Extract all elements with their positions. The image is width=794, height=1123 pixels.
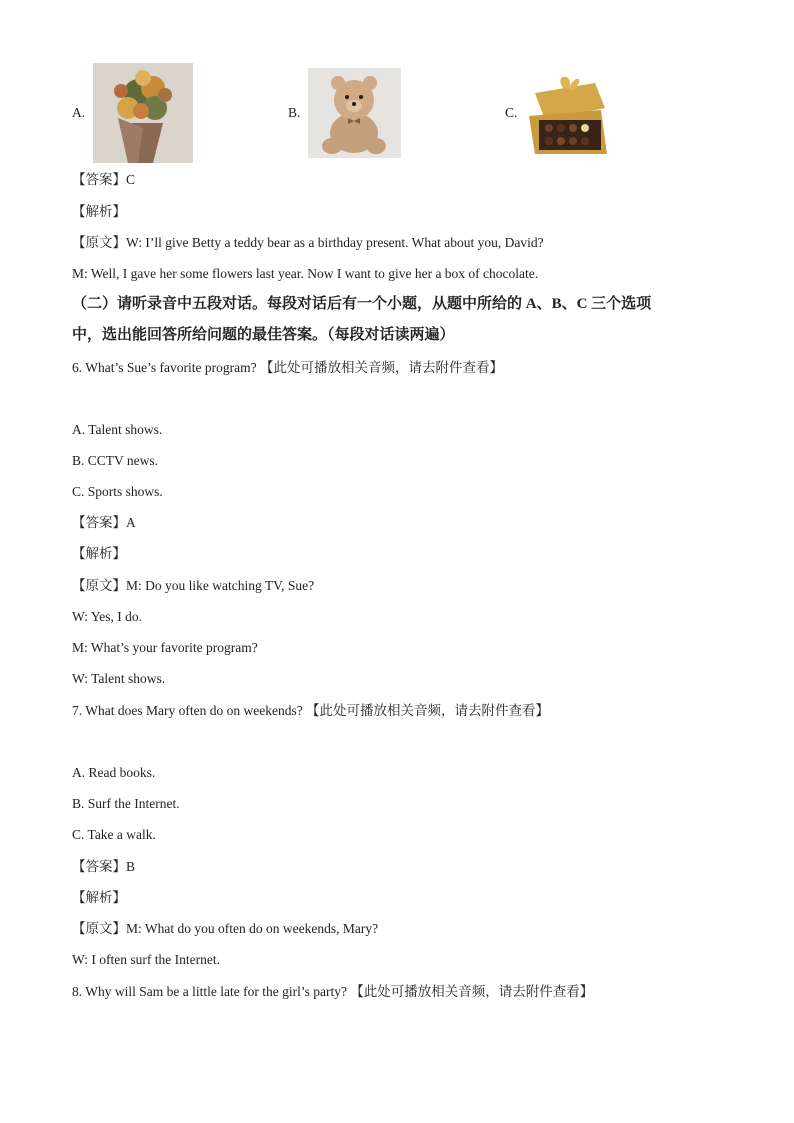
flower-bouquet-image — [93, 63, 193, 163]
q7-option-b: B. Surf the Internet. — [72, 796, 180, 811]
q6-transcript-line-4: W: Talent shows. — [72, 671, 166, 686]
option-b-label: B. — [288, 105, 301, 120]
section-instruction-line-2: 中，选出能回答所给问题的最佳答案。（每段对话读两遍） — [72, 327, 455, 343]
q6-option-b: B. CCTV news. — [72, 453, 159, 468]
q5-answer: 【答案】C — [72, 172, 136, 187]
q8-question: 8. Why will Sam be a little late for the girl’s party? 【此处可播放相关音频，请去附件查看】 — [72, 984, 594, 999]
q6-transcript-line-1: 【原文】M: Do you like watching TV, Sue? — [72, 578, 315, 593]
q6-question: 6. What’s Sue’s favorite program? 【此处可播放相关音频，请去附件查看】 — [72, 360, 503, 375]
q7-option-a: A. Read books. — [72, 765, 156, 780]
q7-option-c: C. Take a walk. — [72, 827, 156, 842]
chocolate-box-image — [525, 68, 611, 156]
q7-transcript-line-1: 【原文】M: What do you often do on weekends, Mary? — [72, 921, 379, 936]
q6-option-c: C. Sports shows. — [72, 484, 163, 499]
q6-analysis: 【解析】 — [72, 546, 126, 561]
q7-transcript-line-2: W: I often surf the Internet. — [72, 952, 220, 967]
q6-transcript-line-3: M: What’s your favorite program? — [72, 640, 258, 655]
q5-transcript-line-2: M: Well, I gave her some flowers last year. Now I want to give her a box of chocolate. — [72, 266, 539, 281]
q5-analysis: 【解析】 — [72, 204, 126, 219]
q7-answer: 【答案】B — [72, 859, 136, 874]
q6-option-a: A. Talent shows. — [72, 422, 163, 437]
q7-analysis: 【解析】 — [72, 890, 126, 905]
teddy-bear-image — [308, 68, 401, 158]
section-instruction-line-1: （二）请听录音中五段对话。每段对话后有一个小题，从题中所给的 A、B、C 三个选项 — [72, 296, 652, 312]
q6-answer: 【答案】A — [72, 515, 136, 530]
q7-question: 7. What does Mary often do on weekends? 【此处可播放相关音频，请去附件查看】 — [72, 703, 550, 718]
q5-transcript-line-1: 【原文】W: I’ll give Betty a teddy bear as a birthday present. What about you, David? — [72, 235, 544, 250]
q6-transcript-line-2: W: Yes, I do. — [72, 609, 143, 624]
option-a-label: A. — [72, 105, 86, 120]
option-c-label: C. — [505, 105, 518, 120]
